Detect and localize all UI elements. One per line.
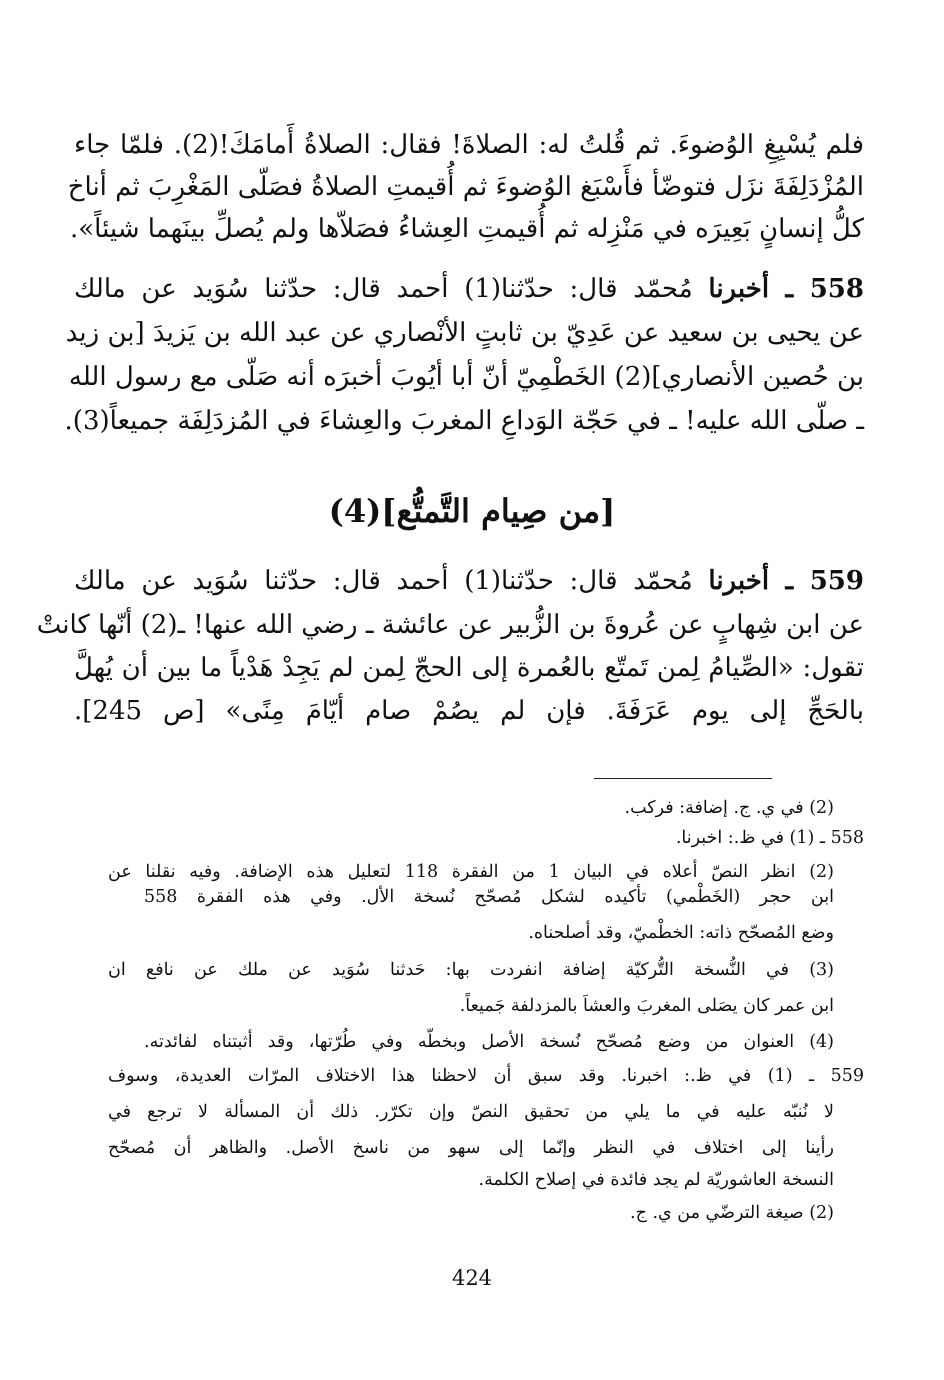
text-line: كلُّ إنسانٍ بَعِيرَه في مَنْزِله ثم أُقيمتِ العِشاءُ فصَلاّها ولم يُصلِّ بينَهما شيئاً». bbox=[69, 214, 864, 244]
text-line: المُزْدَلِفَةَ نزَل فتوضّأ فأَسْبَغ الوُضوءَ ثم أُقيمتِ الصلاةُ فصَلّى المَغْرِبَ ثم أناخ bbox=[67, 172, 864, 202]
text-line: بن حُصين الأنصاري](2) الخَطْمِيّ أنّ أبا أيُوبَ أخبرَه أنه صَلّى مع رسول الله bbox=[68, 362, 864, 392]
entry-number: 558 ـ أخبرنا bbox=[708, 274, 864, 304]
footnote-line: وضع المُصحّح ذاته: الخطْميّ، وقد أصلحناه. bbox=[528, 923, 834, 943]
footnote-divider bbox=[594, 778, 772, 779]
section-heading: [من صِيام التَّمتُّع](4) bbox=[328, 492, 616, 530]
text-line: عن يحيى بن سعيد عن عَدِيّ بن ثابتٍ الأنْصاري عن عبد الله بن يَزيدَ [بن زيد bbox=[65, 318, 864, 348]
text-line: بالحَجِّ إلى يوم عَرَفَةَ. فإن لم يصُمْ صام أيّامَ مِنًى» [ص 245]. bbox=[74, 696, 864, 726]
footnote-line: ابن حجر (الخَطْمي) تأكيده لشكل مُصحّح نُسخة الأل. وفي هذه الفقرة 558 bbox=[144, 887, 834, 907]
footnote-line: (2) صيغة الترضّي من ي. ج. bbox=[630, 1203, 834, 1223]
page-number: 424 bbox=[451, 1266, 493, 1290]
footnote-line: (2) في ي. ج. إضافة: فركب. bbox=[624, 798, 834, 818]
footnote-line: (3) في النُّسخة التُّركيّة إضافة انفردت بها: حَدثنا سُوَيد عن ملك عن نافع ان bbox=[108, 960, 834, 980]
entry-558-header bbox=[74, 272, 864, 306]
entry-header-text: مُحمّد قال: حدّثنا(1) أحمد قال: حدّثنا سُوَيد عن مالك bbox=[74, 566, 693, 596]
text-line: عن ابن شِهابٍ عن عُروةَ بن الزُّبير عن عائشة ـ رضي الله عنها! ـ(2) أنّها كانتْ bbox=[36, 610, 864, 640]
footnote-line: (2) انظر النصّ أعلاه في البيان 1 من الفقرة 118 لتعليل هذه الإضافة. وفيه نقلنا عن bbox=[108, 862, 834, 882]
text-line: فلم يُسْبِغِ الوُضوءَ. ثم قُلتُ له: الصلاةَ! فقال: الصلاةُ أَمامَكَ!(2). فلمّا جاء bbox=[74, 130, 864, 160]
footnote-line: النسخة العاشوريّة لم يجد فائدة في إصلاح الكلمة. bbox=[478, 1170, 834, 1190]
footnote-line: رأينا إلى اختلاف في النظر وإنّما إلى سهو من ناسخ الأصل. والظاهر أن مُصحّح bbox=[108, 1138, 834, 1158]
footnote-line: 558 ـ (1) في ظ.: اخبرنا. bbox=[675, 828, 864, 848]
entry-559-header bbox=[74, 564, 864, 598]
footnote-line: (4) العنوان من وضع مُصحّح نُسخة الأصل وبخطّه وفي طُرّتها، وقد أثبتناه لفائدته. bbox=[144, 1032, 834, 1052]
text-line: تقول: «الصِّيامُ لِمن تَمتّع بالعُمرة إلى الحجّ لِمن لم يَجِدْ هَدْياً ما بين أن يُهلَّ bbox=[74, 653, 864, 683]
footnote-line: لا نُنبّه عليه في ما يلي من تحقيق النصّ وإن تكرّر. ذلك أن المسألة لا ترجع في bbox=[108, 1102, 834, 1122]
footnote-line: ابن عمر كان يصَلى المغربَ والعشاَ بالمزدلفة جَميعاً. bbox=[459, 996, 834, 1016]
text-line: ـ صلّى الله عليه! ـ في حَجّة الوَداعِ المغربَ والعِشاءَ في المُزدَلِفَة جميعاً(3). bbox=[64, 406, 864, 436]
footnote-line: 559 ـ (1) في ظ.: اخبرنا. وقد سبق أن لاحظنا هذا الاختلاف المرّات العديدة، وسوف bbox=[108, 1066, 864, 1086]
entry-number: 559 ـ أخبرنا bbox=[708, 566, 864, 596]
entry-header-text: مُحمّد قال: حدّثنا(1) أحمد قال: حدّثنا سُوَيد عن مالك bbox=[74, 274, 693, 304]
